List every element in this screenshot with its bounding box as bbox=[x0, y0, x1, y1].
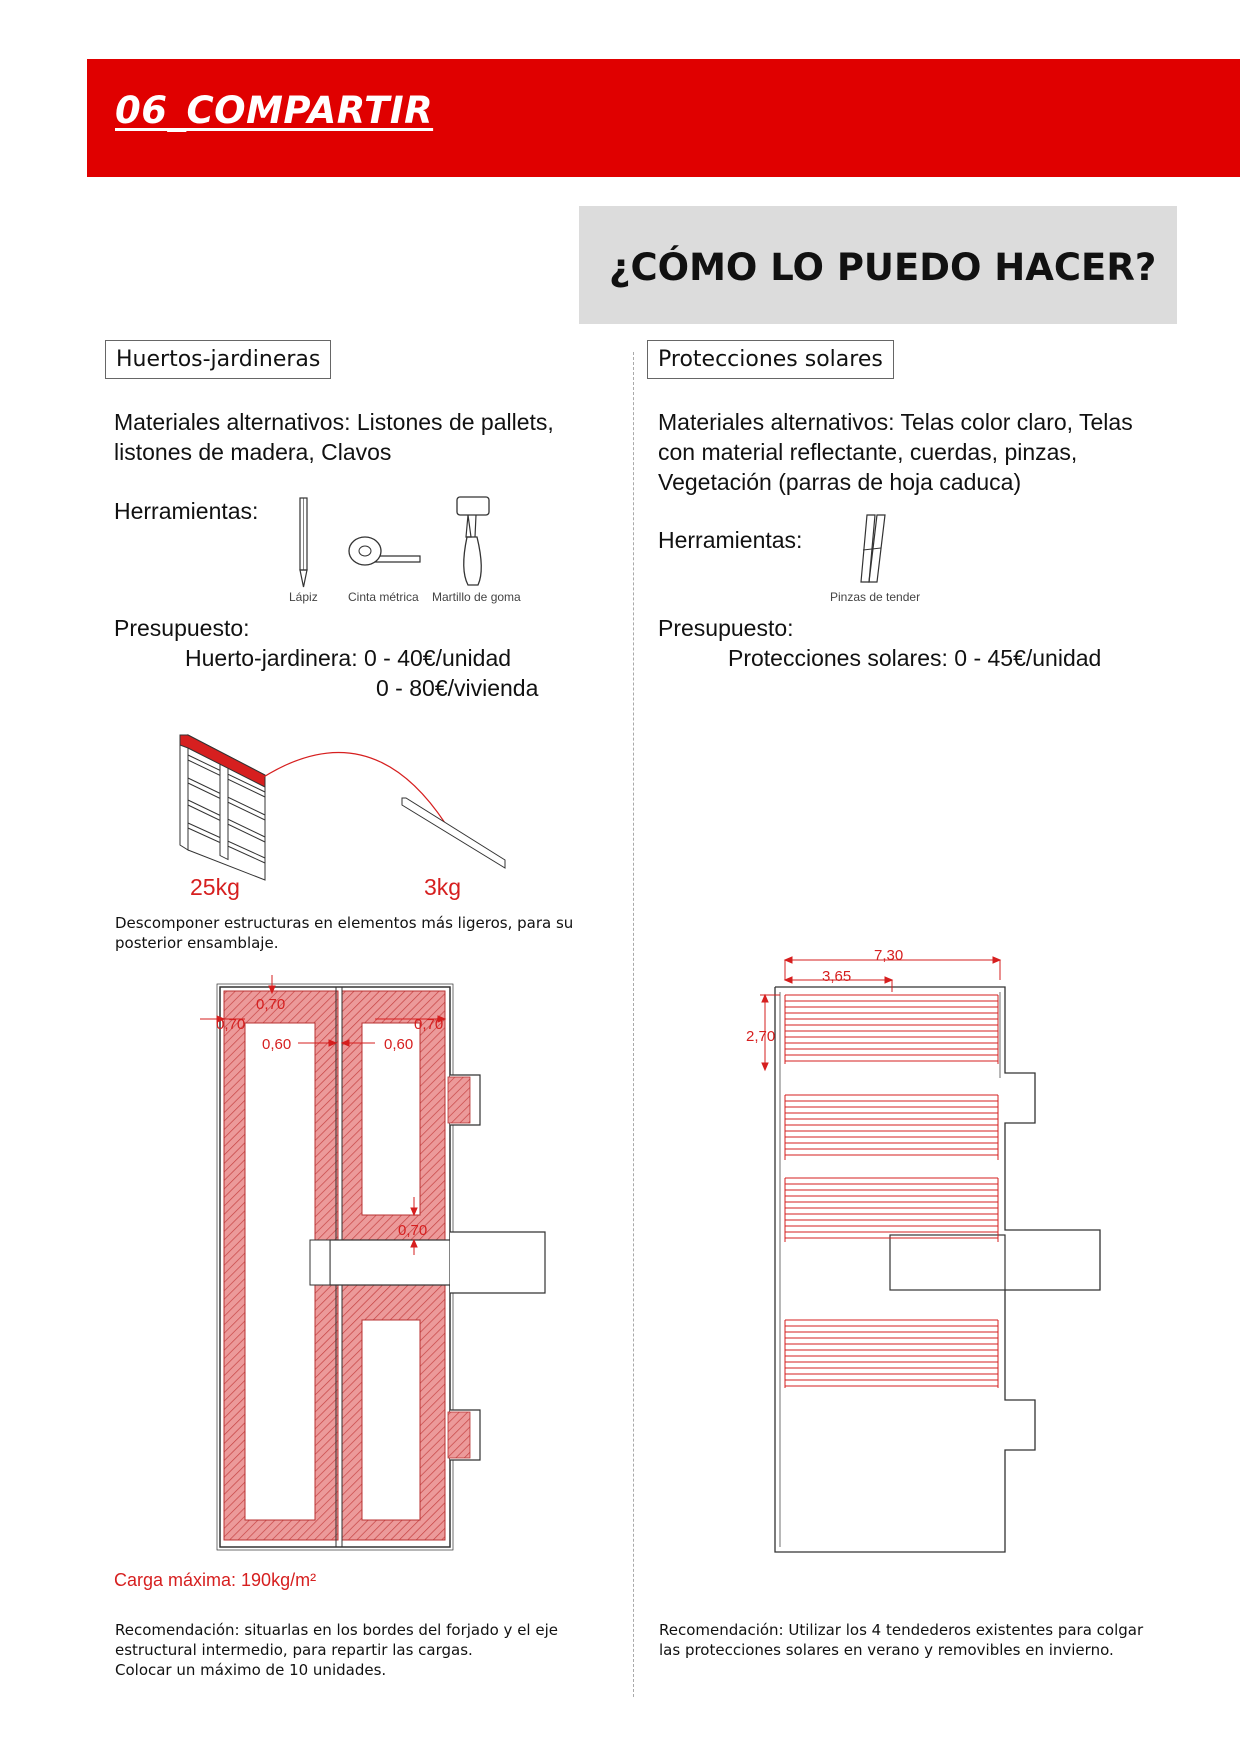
right-materials-3: Vegetación (parras de hoja caduca) bbox=[658, 469, 1022, 495]
left-materials-1: Materiales alternativos: Listones de pallets, bbox=[114, 409, 554, 435]
tape-measure-icon bbox=[349, 537, 420, 565]
dim-label-4: 0,60 bbox=[262, 1036, 292, 1053]
planter-floor-plan bbox=[200, 975, 560, 1575]
left-rec-2: estructural intermedio, para repartir las cargas. bbox=[115, 1641, 473, 1659]
left-rec-3: Colocar un máximo de 10 unidades. bbox=[115, 1661, 387, 1679]
left-section-title: Huertos-jardineras bbox=[105, 340, 331, 379]
howto-title: ¿CÓMO LO PUEDO HACER? bbox=[609, 246, 1157, 289]
clothesline-group-2 bbox=[785, 1095, 998, 1160]
right-section-title: Protecciones solares bbox=[647, 340, 894, 379]
left-materials-2: listones de madera, Clavos bbox=[114, 439, 392, 465]
pallet-weight: 25kg bbox=[190, 874, 240, 900]
header-banner bbox=[87, 59, 1240, 177]
right-budget-label: Presupuesto: bbox=[658, 615, 794, 641]
clothesline-group-4 bbox=[785, 1320, 998, 1388]
right-rec-1: Recomendación: Utilizar los 4 tendederos existentes para colgar bbox=[659, 1621, 1144, 1639]
left-note-2: posterior ensamblaje. bbox=[115, 934, 279, 952]
max-load: Carga máxima: 190kg/m² bbox=[114, 1570, 317, 1590]
left-note-1: Descomponer estructuras en elementos más ligeros, para su bbox=[115, 914, 574, 932]
right-materials-2: con material reflectante, cuerdas, pinzas, bbox=[658, 439, 1078, 465]
tool-label-mallet: Martillo de goma bbox=[432, 590, 521, 604]
dim-label-2: 0,70 bbox=[216, 1016, 246, 1033]
dim-depth: 2,70 bbox=[746, 1028, 776, 1045]
clothesline-group-1 bbox=[785, 995, 998, 1064]
column-divider bbox=[633, 352, 634, 1697]
clothesline-group-3 bbox=[785, 1178, 998, 1242]
right-rec-2: las protecciones solares en verano y removibles en invierno. bbox=[659, 1641, 1114, 1659]
clothespin-icon bbox=[855, 510, 905, 590]
solar-protection-plan bbox=[740, 950, 1120, 1560]
tool-icons-left bbox=[290, 495, 530, 595]
dim-label-5: 0,60 bbox=[384, 1036, 414, 1053]
rubber-mallet-icon bbox=[457, 497, 489, 585]
left-budget-2: 0 - 80€/vivienda bbox=[376, 675, 539, 701]
left-tools-label: Herramientas: bbox=[114, 498, 259, 524]
right-materials-1: Materiales alternativos: Telas color claro, Telas bbox=[658, 409, 1133, 435]
slat-weight: 3kg bbox=[424, 874, 462, 900]
page-title: 06_COMPARTIR bbox=[115, 89, 434, 132]
pallet-illustration bbox=[170, 730, 510, 880]
tool-label-pencil: Lápiz bbox=[289, 590, 318, 604]
dim-label-1: 0,70 bbox=[256, 996, 286, 1013]
slat-icon bbox=[402, 798, 505, 868]
right-budget-1: Protecciones solares: 0 - 45€/unidad bbox=[728, 645, 1102, 671]
pencil-icon bbox=[300, 498, 307, 587]
tool-label-tape: Cinta métrica bbox=[348, 590, 419, 604]
left-budget-label: Presupuesto: bbox=[114, 615, 250, 641]
right-tools-label: Herramientas: bbox=[658, 527, 803, 553]
pallet-icon bbox=[180, 735, 265, 880]
dim-label-3: 0,70 bbox=[414, 1016, 444, 1033]
dim-half: 3,65 bbox=[822, 968, 852, 985]
dim-width: 7,30 bbox=[874, 947, 904, 964]
tool-label-clothespin: Pinzas de tender bbox=[830, 590, 921, 604]
left-budget-1: Huerto-jardinera: 0 - 40€/unidad bbox=[185, 645, 512, 671]
dim-label-6: 0,70 bbox=[398, 1222, 428, 1239]
howto-box bbox=[579, 206, 1177, 324]
left-rec-1: Recomendación: situarlas en los bordes del forjado y el eje bbox=[115, 1621, 558, 1639]
